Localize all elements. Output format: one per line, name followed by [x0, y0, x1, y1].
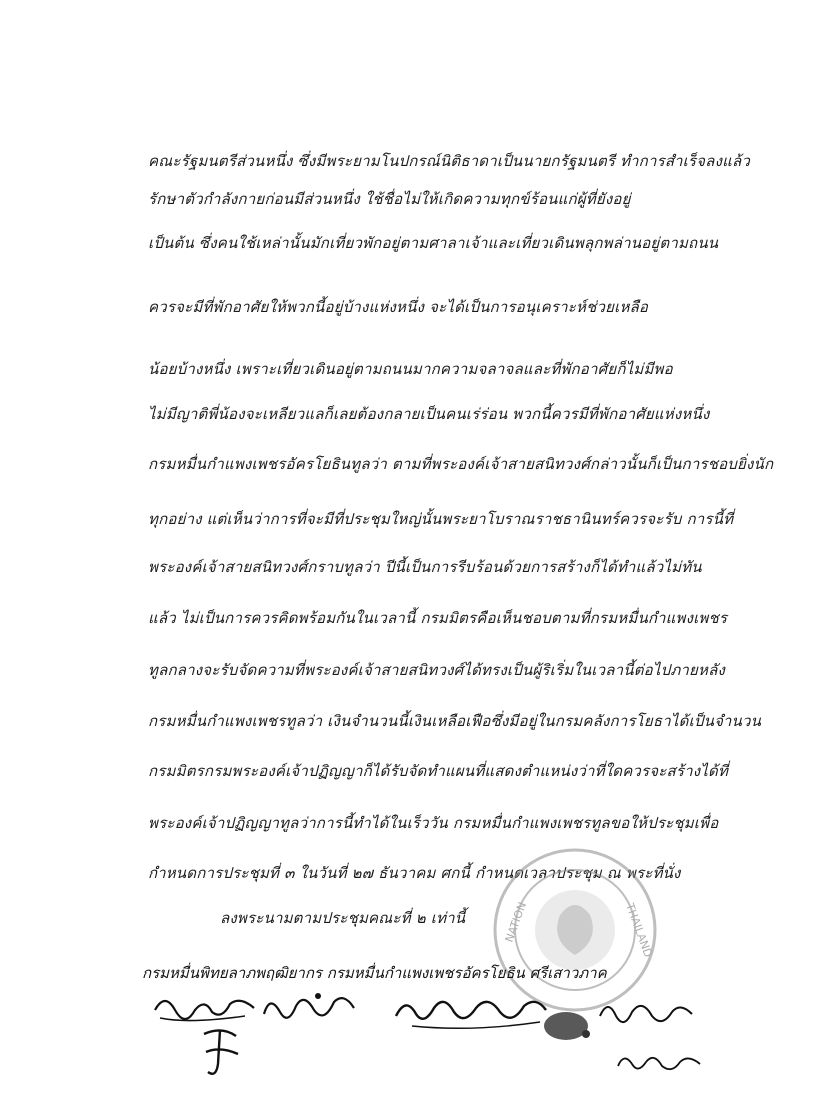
signature-6	[614, 1048, 704, 1078]
body-line: พระองค์เจ้าสายสนิทวงศ์กราบทูลว่า ปีนี้เป็นการรีบร้อนด้วยการสร้างก็ได้ทำแล้วไม่ทัน	[148, 558, 702, 576]
signature-names-row: กรมหมื่นพิทยลาภพฤฒิยากร กรมหมื่นกำแพงเพชรอัครโยธิน ศรีเสาวภาค	[142, 964, 607, 982]
body-line: เป็นต้น ซึ่งคนใช้เหล่านั้นมักเที่ยวพักอยู่ตามศาลาเจ้าและเที่ยวเดินพลุกพล่านอยู่ตามถนน	[148, 234, 719, 252]
signature-3	[392, 992, 552, 1034]
seal-label-right: THAILAND	[623, 901, 655, 960]
body-line: ไม่มีญาติพี่น้องจะเหลียวแลก็เลยต้องกลายเป็นคนเร่ร่อน พวกนี้ควรมีที่พักอาศัยแห่งหนึ่ง	[148, 405, 710, 423]
body-line: ทุกอย่าง แต่เห็นว่าการที่จะมีที่ประชุมใหญ่นั้นพระยาโบราณราชธานินทร์ควรจะรับ การนี้ที่	[148, 510, 734, 528]
body-line: กรมหมื่นกำแพงเพชรทูลว่า เงินจำนวนนี้เงินเหลือเฟือซึ่งมีอยู่ในกรมคลังการโยธาได้เป็นจำนวน	[148, 712, 762, 730]
signature-5	[196, 1024, 246, 1080]
body-line: แล้ว ไม่เป็นการควรคิดพร้อมกันในเวลานี้ กรมมิตรคือเห็นชอบตามที่กรมหมื่นกำแพงเพชร	[148, 609, 728, 627]
signature-4	[596, 994, 696, 1034]
body-line: กรมหมื่นกำแพงเพชรอัครโยธินทูลว่า ตามที่พระองค์เจ้าสายสนิทวงศ์กล่าวนั้นก็เป็นการชอบยิ่งนัก	[148, 455, 774, 473]
body-line: กำหนดการประชุมที่ ๓ ในวันที่ ๒๗ ธันวาคม ศกนี้ กำหนดเวลาประชุม ณ พระที่นั่ง	[148, 864, 681, 882]
body-line: คณะรัฐมนตรีส่วนหนึ่ง ซึ่งมีพระยามโนปกรณ์นิติธาดาเป็นนายกรัฐมนตรี ทำการสำเร็จลงแล้ว	[148, 152, 750, 170]
body-line: น้อยบ้างหนึ่ง เพราะเที่ยวเดินอยู่ตามถนนมากความจลาจลและที่พักอาศัยก็ไม่มีพอ	[148, 360, 673, 378]
signature-2	[258, 988, 368, 1032]
ink-blot	[538, 1006, 598, 1046]
body-line: ทูลกลางจะรับจัดความที่พระองค์เจ้าสายสนิทวงศ์ได้ทรงเป็นผู้ริเริ่มในเวลานี้ต่อไปภายหลัง	[148, 661, 726, 679]
body-line: พระองค์เจ้าปฏิญญาทูลว่าการนี้ทำได้ในเร็ววัน กรมหมื่นกำแพงเพชรทูลขอให้ประชุมเพื่อ	[148, 814, 719, 832]
body-line: ควรจะมีที่พักอาศัยให้พวกนี้อยู่บ้างแห่งหนึ่ง จะได้เป็นการอนุเคราะห์ช่วยเหลือ	[148, 298, 649, 316]
official-seal-stamp	[490, 845, 660, 1015]
body-line: กรมมิตรกรมพระองค์เจ้าปฏิญญาก็ได้รับจัดทำแผนที่แสดงตำแหน่งว่าที่ใดควรจะสร้างได้ที่	[148, 762, 729, 780]
seal-label-left: NATION	[502, 900, 530, 945]
body-line: รักษาตัวกำลังกายก่อนมีส่วนหนึ่ง ใช้ชื่อไม่ให้เกิดความทุกข์ร้อนแก่ผู้ที่ยังอยู่	[148, 190, 631, 208]
body-line: ลงพระนามตามประชุมคณะที่ ๒ เท่านี้	[220, 909, 466, 927]
